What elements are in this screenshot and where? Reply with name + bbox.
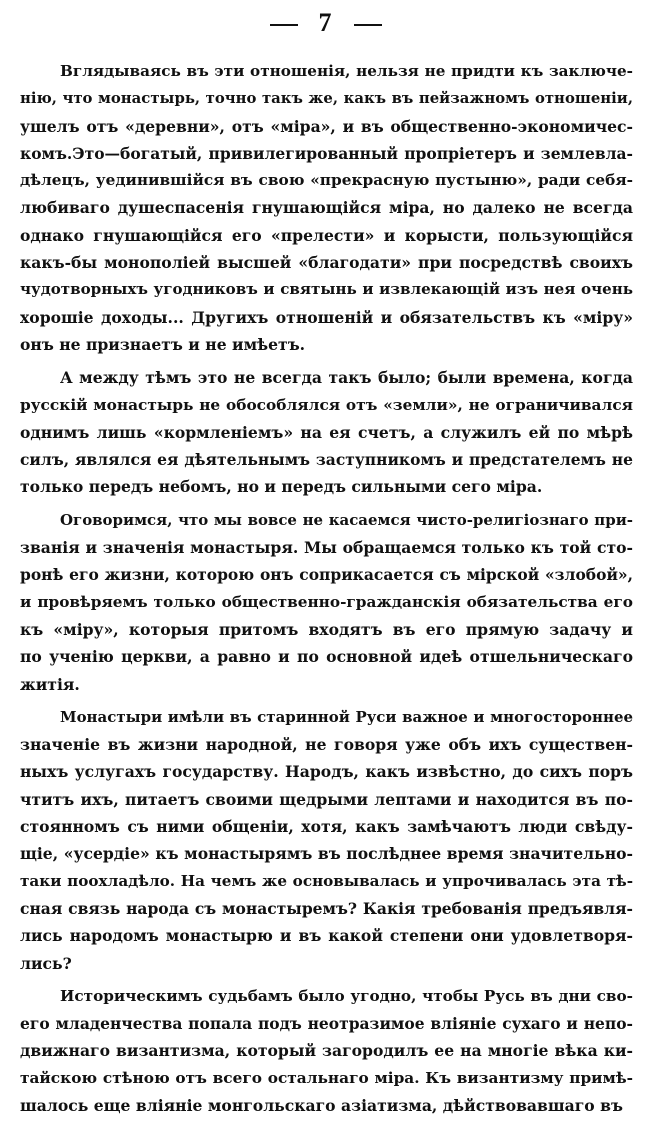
- text-line: Монастыри имѣли въ старинной Руси важное и многостороннее: [60, 707, 633, 726]
- text-line: чудотворныхъ угодниковъ и святынь и извлекающій изъ нея очень: [20, 280, 633, 299]
- text-line: ушелъ отъ «деревни», отъ «міра», и въ общественно-экономичес-: [20, 116, 633, 136]
- text-line: званія и значенія монастыря. Мы обращаемся только къ той сто-: [20, 538, 633, 558]
- text-line: Оговоримся, что мы вовсе не касаемся чисто-религіознаго при-: [60, 510, 633, 529]
- text-line: и провѣряемъ только общественно-гражданскія обязательства его: [20, 592, 633, 611]
- paragraph: [20, 507, 633, 698]
- text-line: онъ не признаетъ и не имѣетъ.: [20, 334, 306, 354]
- page-header: [0, 8, 652, 38]
- paragraph: [20, 364, 633, 500]
- text-line: комъ.Это—богатый, привилегированный пропріетеръ и землевла-: [20, 143, 633, 163]
- text-line: къ «міру», которыя притомъ входятъ въ его прямую задачу и: [20, 619, 633, 639]
- text-line: по ученію церкви, а равно и по основной идеѣ отшельническаго: [20, 647, 633, 667]
- text-line: стоянномъ съ ними общеніи, хотя, какъ замѣчаютъ люди свѣду-: [20, 817, 633, 837]
- text-line: тайскою стѣною отъ всего остальнаго міра. Къ византизму примѣ-: [20, 1068, 633, 1087]
- text-line: шалось еще вліяніе монгольскаго азіатизма, дѣйствовавшаго въ: [20, 1095, 623, 1115]
- text-line: нію, что монастырь, точно такъ же, какъ въ пейзажномъ отношеніи,: [20, 89, 633, 108]
- text-line: таки поохладѣло. На чемъ же основывалась и упрочивалась эта тѣ-: [20, 871, 633, 890]
- text-line: А между тѣмъ это не всегда такъ было; были времена, когда: [60, 368, 633, 388]
- text-line: однако гнушающійся его «прелести» и корысти, пользующійся: [20, 225, 633, 245]
- text-line: силъ, являлся ея дѣятельнымъ заступникомъ и предстателемъ не: [20, 450, 633, 470]
- text-line: русскій монастырь не обособлялся отъ «земли», не ограничивался: [20, 395, 633, 414]
- text-line: лись народомъ монастырю и въ какой степени они удовлетворя-: [20, 926, 633, 946]
- text-line: хорошіе доходы... Другихъ отношеній и обязательствъ къ «міру»: [20, 307, 633, 327]
- text-line: лись?: [20, 953, 72, 973]
- text-line: щіе, «усердіе» къ монастырямъ въ послѣднее время значительно-: [20, 844, 633, 864]
- text-line: чтитъ ихъ, питаетъ своими щедрыми лептами и находится въ по-: [20, 789, 633, 809]
- header-dash-right: [354, 24, 382, 26]
- text-line: какъ-бы монополіей высшей «благодати» при посредствѣ своихъ: [20, 253, 633, 273]
- text-line: его младенчества попала подъ неотразимое вліяніе сухаго и непо-: [20, 1014, 633, 1034]
- text-line: любиваго душеспасенія гнушающійся міра, но далеко не всегда: [20, 198, 633, 218]
- text-line: житія.: [20, 674, 80, 694]
- text-line: движнаго византизма, который загородилъ ее на многіе вѣка ки-: [20, 1041, 633, 1061]
- text-line: однимъ лишь «кормленіемъ» на ея счетъ, а служилъ ей по мѣрѣ: [20, 422, 633, 442]
- header-dash-left: [270, 24, 298, 26]
- text-line: только передъ небомъ, но и передъ сильными сего міра.: [20, 477, 543, 497]
- text-line: ныхъ услугахъ государству. Народъ, какъ извѣстно, до сихъ поръ: [20, 762, 633, 782]
- text-line: дѣлецъ, уединившійся въ свою «прекрасную пустыню», ради себя-: [20, 171, 633, 190]
- page-number: 7: [318, 8, 334, 37]
- text-line: сная связь народа съ монастыремъ? Какія требованія предъявля-: [20, 898, 633, 918]
- text-line: Историческимъ судьбамъ было угодно, чтобы Русь въ дни сво-: [60, 986, 633, 1005]
- body-text: [20, 58, 633, 1125]
- text-line: значеніе въ жизни народной, не говоря уже объ ихъ существен-: [20, 735, 633, 755]
- paragraph: [20, 58, 633, 358]
- text-line: Вглядываясь въ эти отношенія, нельзя не придти къ заключе-: [60, 62, 633, 80]
- paragraph: [20, 704, 633, 977]
- text-line: ронѣ его жизни, которою онъ соприкасается съ мірской «злобой»,: [20, 565, 633, 585]
- paragraph: [20, 983, 633, 1119]
